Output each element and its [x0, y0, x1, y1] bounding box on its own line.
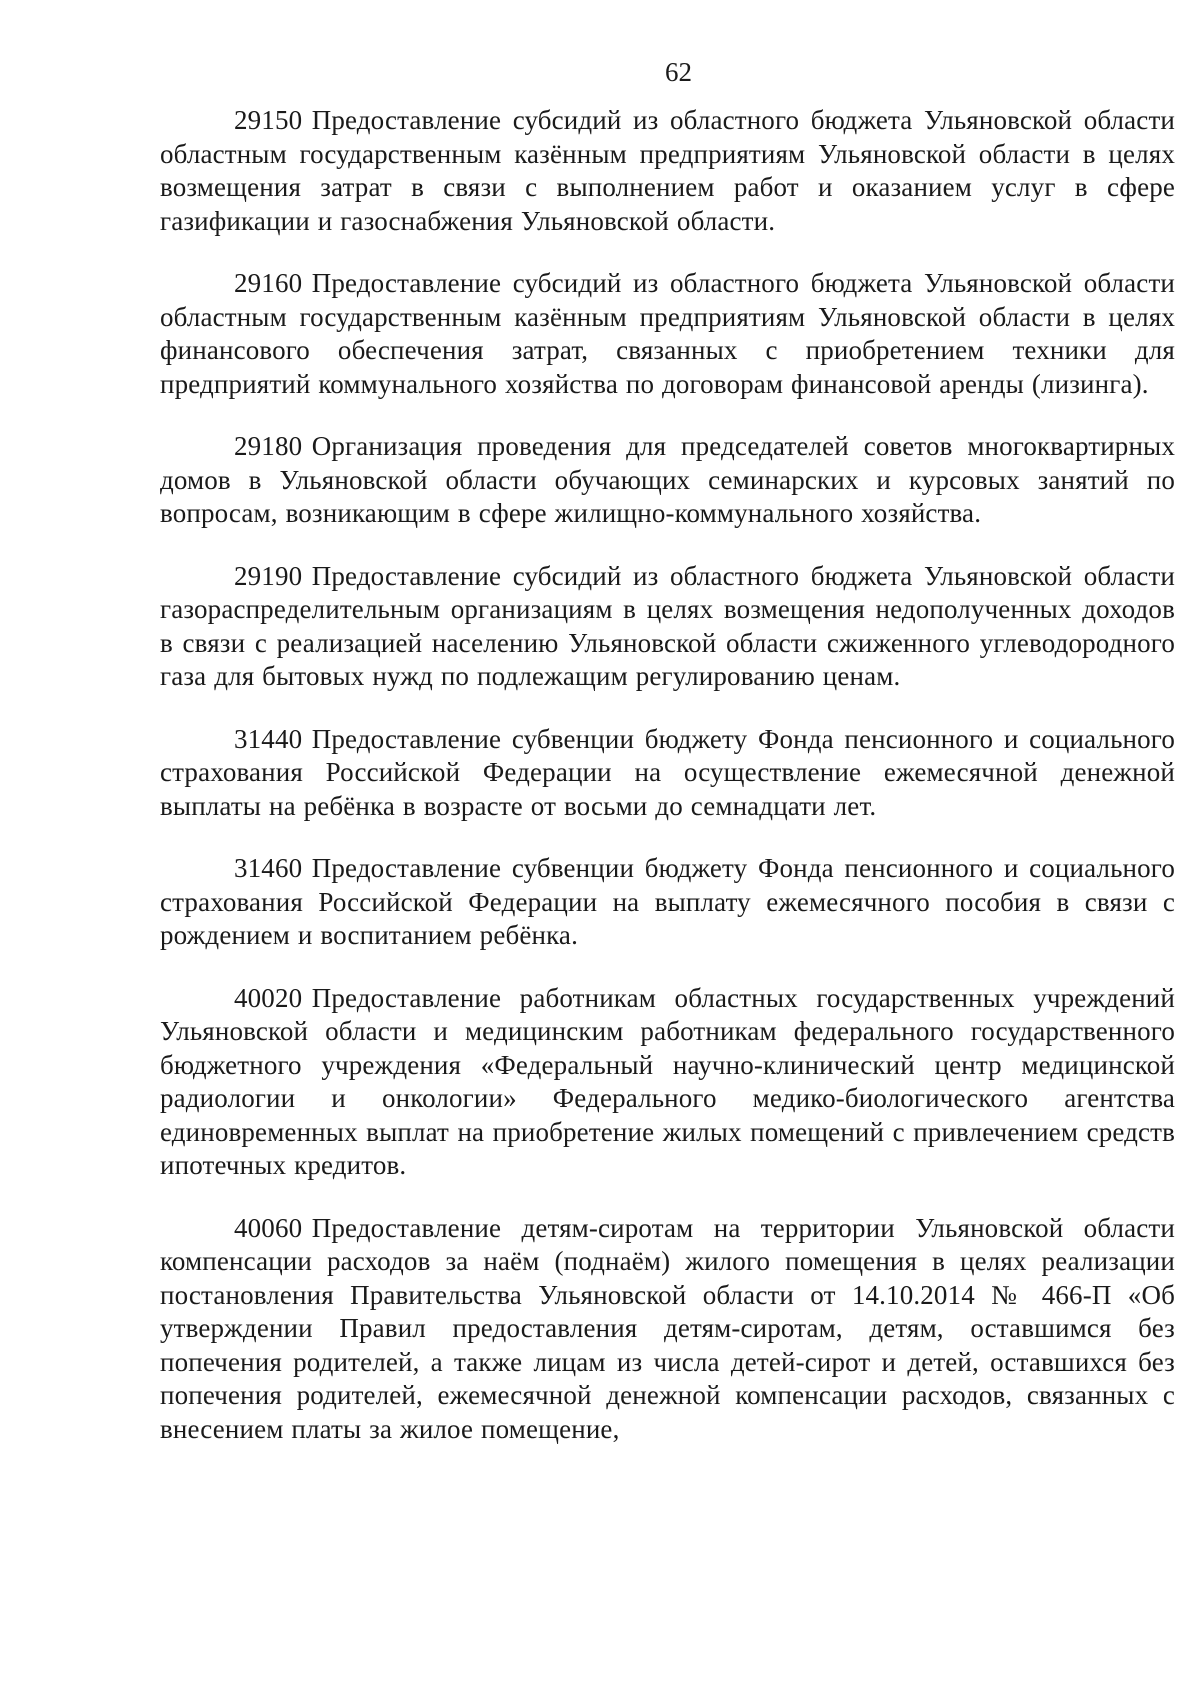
paragraph-code: 40060	[234, 1212, 303, 1243]
paragraph-code: 31460	[234, 853, 303, 883]
paragraph-code: 29190	[234, 560, 303, 591]
paragraph-29190	[160, 560, 1175, 694]
paragraph-code: 40020	[234, 982, 303, 1013]
paragraph-code: 29150	[234, 105, 303, 135]
paragraph-text: Организация проведения для председателей советов многоквартирных домов в Ульяновской области обучающих семинарских и курсовых занятий по вопросам, возникающим в сфере жилищно-коммунального хозяйства.	[160, 431, 1175, 528]
paragraph-31440	[160, 723, 1175, 824]
paragraph-code: 31440	[234, 723, 303, 754]
paragraph-text: Предоставление субсидий из областного бюджета Ульяновской области областным государственным казённым предприятиям Ульяновской области в целях возмещения затрат в связи с выполнением работ и оказанием услуг в сфере газификации и газоснабжения Ульяновской области.	[160, 105, 1175, 236]
paragraph-text: Предоставление работникам областных государственных учреждений Ульяновской области и медицинским работникам федерального государственного бюджетного учреждения «Федеральный научно-клинический центр медицинской радиологии и онкологии» Федерального медико-биологического агентства единовременных выплат на приобретение жилых помещений с привлечением средств ипотечных кредитов.	[160, 982, 1175, 1180]
paragraph-31460	[160, 852, 1175, 953]
page-number: 62	[665, 57, 692, 87]
paragraph-text: Предоставление детям-сиротам на территории Ульяновской области компенсации расходов за наём (поднаём) жилого помещения в целях реализации постановления Правительства Ульяновской области от 14.10.2014 № 466-П «Об утверждении Правил предоставления детям-сиротам, детям, оставшимся без попечения родителей, а также лицам из числа детей-сирот и детей, оставшихся без попечения родителей, ежемесячной денежной компенсации расходов, связанных с внесением платы за жилое помещение,	[160, 1212, 1175, 1444]
paragraph-code: 29180	[234, 431, 303, 461]
paragraph-40020	[160, 982, 1175, 1183]
paragraph-text: Предоставление субсидий из областного бюджета Ульяновской области областным государственным казённым предприятиям Ульяновской области в целях финансового обеспечения затрат, связанных с приобретением техники для предприятий коммунального хозяйства по договорам финансовой аренды (лизинга).	[160, 268, 1175, 399]
paragraph-text: Предоставление субсидий из областного бюджета Ульяновской области газораспределительным организациям в целях возмещения недополученных доходов в связи с реализацией населению Ульяновской области сжиженного углеводородного газа для бытовых нужд по подлежащим регулированию ценам.	[160, 560, 1175, 691]
paragraph-text: Предоставление субвенции бюджету Фонда пенсионного и социального страхования Российской Федерации на осуществление ежемесячной денежной выплаты на ребёнка в возрасте от восьми до семнадцати лет.	[160, 723, 1175, 821]
document-page	[160, 52, 1175, 1475]
paragraph-text: Предоставление субвенции бюджету Фонда пенсионного и социального страхования Российской Федерации на выплату ежемесячного пособия в связи с рождением и воспитанием ребёнка.	[160, 853, 1175, 950]
paragraph-29150	[160, 104, 1175, 238]
paragraph-code: 29160	[234, 268, 303, 298]
paragraph-29180	[160, 430, 1175, 531]
paragraph-40060	[160, 1212, 1175, 1447]
paragraph-29160	[160, 267, 1175, 401]
